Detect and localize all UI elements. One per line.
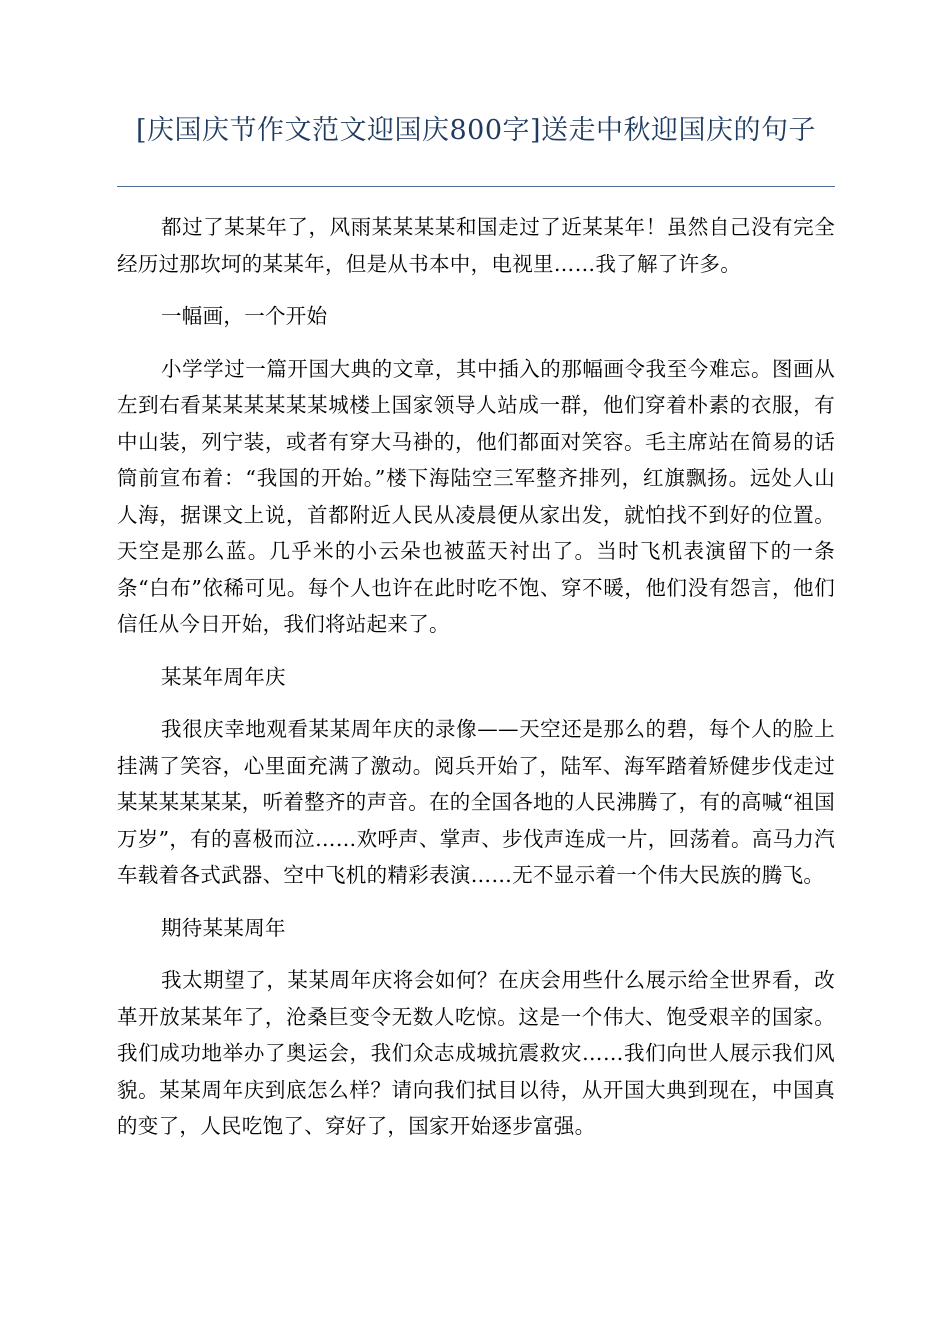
paragraph-intro: 都过了某某年了，风雨某某某某和国走过了近某某年！虽然自己没有完全经历过那坎坷的某某年，但是从书本中，电视里……我了解了许多。 — [117, 215, 835, 276]
paragraph-anniversary: 我很庆幸地观看某某周年庆的录像——天空还是那么的碧，每个人的脸上挂满了笑容，心里面充满了激动。阅兵开始了，陆军、海军踏着矫健步伐走过某某某某某某，听着整齐的声音。在的全国各地的人民沸腾了，有的高喊“祖国万岁”，有的喜极而泣……欢呼声、掌声、步伐声连成一片，回荡着。高马力汽车载着各式武器、空中飞机的精彩表演……无不显示着一个伟大民族的腾飞。 — [117, 717, 835, 887]
section-heading-anniversary: 某某年周年庆 — [161, 664, 286, 689]
paragraph-painting: 小学学过一篇开国大典的文章，其中插入的那幅画令我至今难忘。图画从左到右看某某某某某某城楼上国家领导人站成一群，他们穿着朴素的衣服，有中山装，列宁装，或者有穿大马褂的，他们都面对笑容。毛主席站在简易的话筒前宣布着：“我国的开始。”楼下海陆空三军整齐排列，红旗飘扬。远处人山人海，据课文上说，首都附近人民从凌晨便从家出发，就怕找不到好的位置。天空是那么蓝。几乎米的小云朵也被蓝天衬出了。当时飞机表演留下的一条条“白布”依稀可见。每个人也许在此时吃不饱、穿不暖，他们没有怨言，他们信任从今日开始，我们将站起来了。 — [117, 356, 835, 636]
section-heading-painting: 一幅画，一个开始 — [161, 304, 328, 328]
document-title: [庆国庆节作文范文迎国庆800字]送走中秋迎国庆的句子 — [135, 115, 817, 146]
section-heading-expectation: 期待某某周年 — [161, 915, 286, 940]
title-divider — [117, 186, 835, 187]
document-body — [117, 209, 835, 1161]
paragraph-expectation: 我太期望了，某某周年庆将会如何？在庆会用些什么展示给全世界看，改革开放某某年了，沧桑巨变令无数人吃惊。这是一个伟大、饱受艰辛的国家。我们成功地举办了奥运会，我们众志成城抗震救灾……我们向世人展示我们风貌。某某周年庆到底怎么样？请向我们拭目以待，从开国大典到现在，中国真的变了，人民吃饱了、穿好了，国家开始逐步富强。 — [117, 968, 835, 1138]
